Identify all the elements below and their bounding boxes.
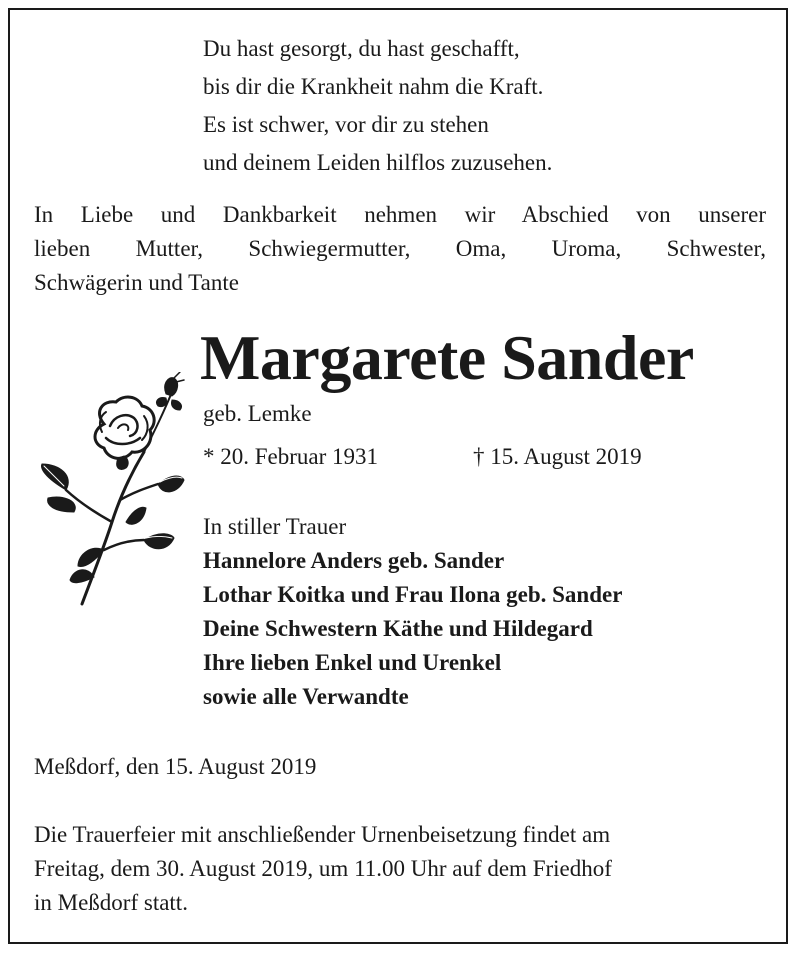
intro-text [34,198,766,300]
poem-line: Es ist schwer, vor dir zu stehen [203,112,489,137]
intro-line: In Liebe und Dankbarkeit nehmen wir Abschied von unserer [34,202,766,227]
rose-icon [34,372,194,612]
poem-line: bis dir die Krankheit nahm die Kraft. [203,74,544,99]
funeral-service-info [34,818,766,920]
mourner: Lothar Koitka und Frau Ilona geb. Sander [203,582,623,607]
birth-date: * 20. Februar 1931 [203,444,379,469]
intro-line: Schwägerin und Tante [34,270,239,295]
poem-line: Du hast gesorgt, du hast geschafft, [203,36,520,61]
poem-line: und deinem Leiden hilflos zuzusehen. [203,150,553,175]
birth-name: geb. Lemke [203,401,312,426]
mourner: sowie alle Verwandte [203,684,409,709]
mourner: Ihre lieben Enkel und Urenkel [203,650,502,675]
mourning-lead: In stiller Trauer [203,514,347,539]
service-line: Freitag, dem 30. August 2019, um 11.00 Uhr auf dem Friedhof [34,856,612,881]
intro-line: lieben Mutter, Schwiegermutter, Oma, Uroma, Schwester, [34,236,766,261]
mourners-list [203,544,622,714]
service-line: in Meßdorf statt. [34,890,188,915]
place-and-date: Meßdorf, den 15. August 2019 [34,754,317,779]
mourner: Hannelore Anders geb. Sander [203,548,505,573]
poem [203,30,552,182]
service-line: Die Trauerfeier mit anschließender Urnenbeisetzung findet am [34,822,611,847]
deceased-name: Margarete Sander [200,322,694,393]
life-dates [203,440,642,474]
mourner: Deine Schwestern Käthe und Hildegard [203,616,593,641]
death-date: † 15. August 2019 [473,444,642,469]
